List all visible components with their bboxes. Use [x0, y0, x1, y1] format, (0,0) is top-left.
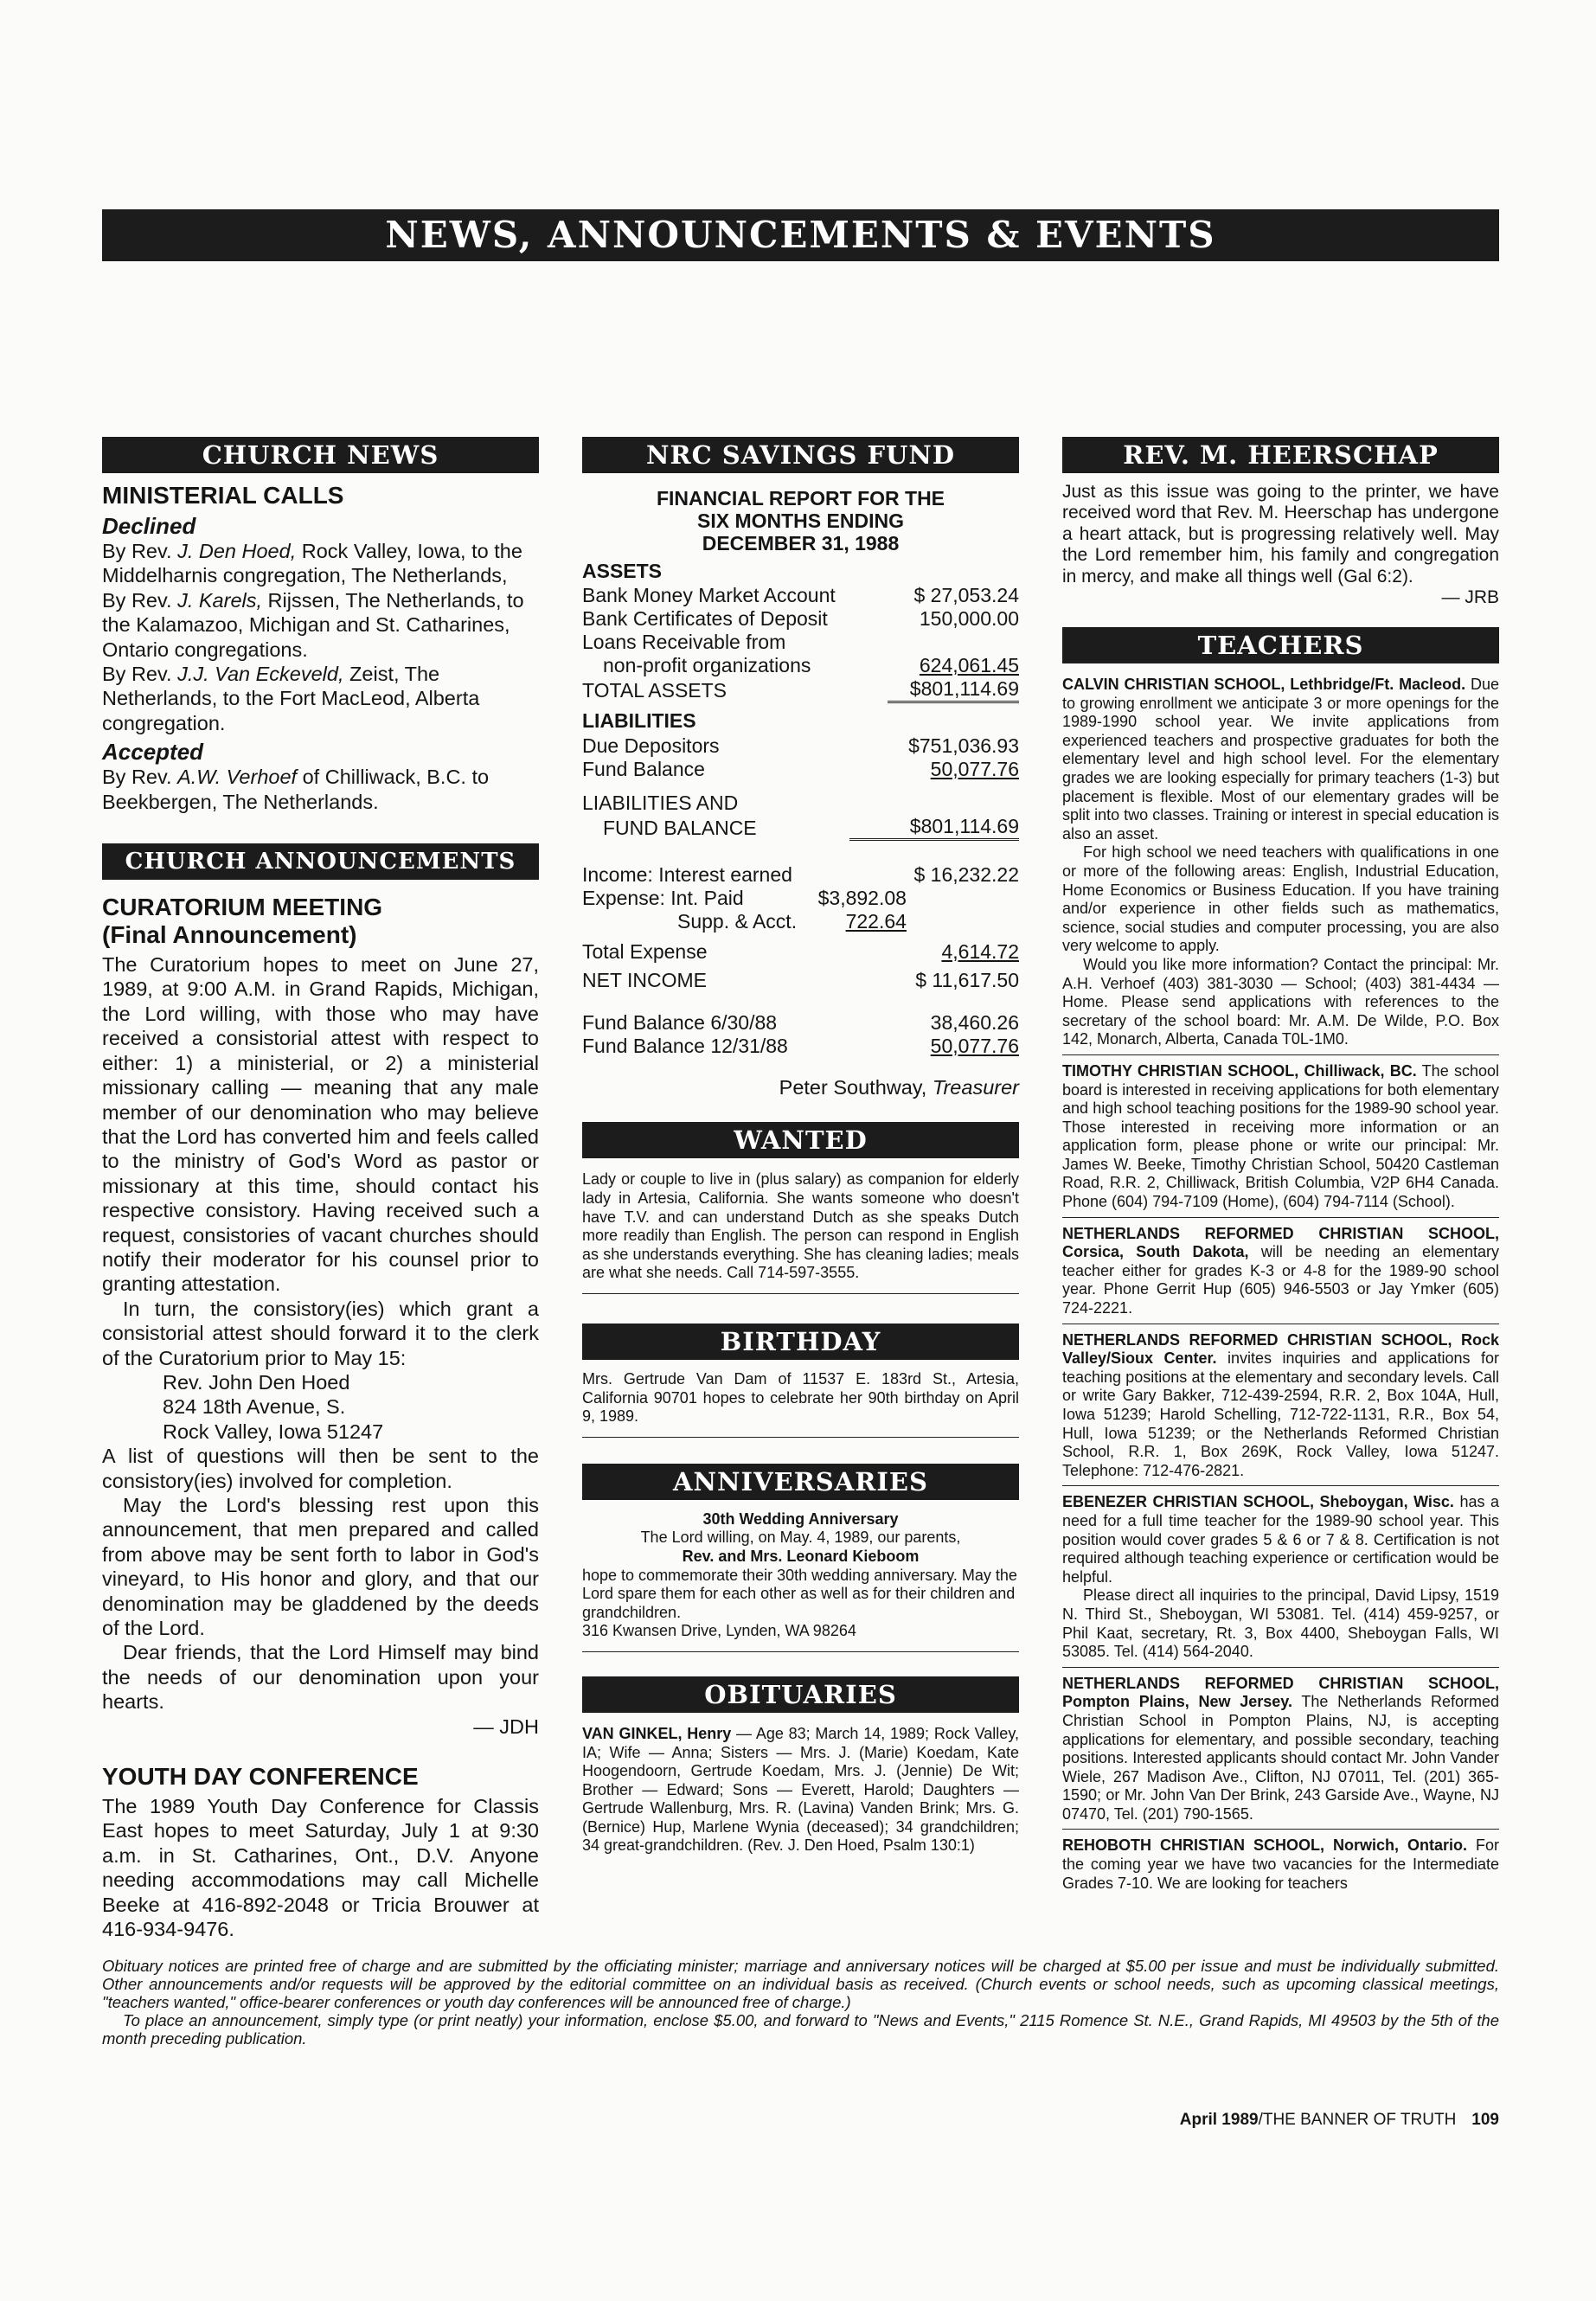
middle-column [582, 437, 1019, 1856]
curatorium-paragraph-4: May the Lord's blessing rest upon this announcement, that men prepared and called from above may be sent forth to labor in God's vineyard, to His honor and glory, and that our denomination may be gladdened by the deeds of the Lord. [102, 1494, 539, 1640]
declined-heading: Declined [102, 513, 196, 539]
table-row [582, 910, 1019, 933]
liabilities-heading: LIABILITIES [582, 709, 696, 732]
birthday-text: Mrs. Gertrude Van Dam of 11537 E. 183rd St., Artesia, California 90701 hopes to celebrate her 90th birthday on April 9, 1989. [582, 1369, 1019, 1426]
table-row [582, 631, 1019, 654]
row-amount: $ 11,617.50 [915, 969, 1019, 991]
right-column [1062, 437, 1499, 1893]
row-amount: $ 27,053.24 [913, 584, 1019, 606]
submission-notice [102, 1957, 1499, 2048]
row-label: Income: Interest earned [582, 863, 792, 886]
row-label: non-profit organizations [603, 654, 811, 676]
divider [1062, 1829, 1499, 1830]
heerschap-signature: — JRB [1441, 587, 1499, 608]
row-label: TOTAL ASSETS [582, 678, 727, 702]
wanted-text: Lady or couple to live in (plus salary) as companion for elderly lady in Artesia, California. She wants someone who doesn't have T.V. and can understand Dutch as she speaks Dutch more readily than English. The person can respond in English as she understands everything. She has cleaning ladies; meals are what she needs. Call 714-597-3555. [582, 1170, 1019, 1282]
table-row [582, 584, 1019, 607]
notice-paragraph-1: Obituary notices are printed free of charge and are submitted by the officiating minister; marriage and anniversary notices will be charged at $5.00 per issue and must be individually submitted. Other announcements and/or requests will be approved by the editorial committee on an individual basis as received. (Church events or school needs, such as upcoming classical meetings, "teachers wanted," office-bearer conferences or youth day conferences will be announced free of charge.) [102, 1957, 1499, 2011]
ministerial-calls-heading: MINISTERIAL CALLS [102, 482, 344, 509]
school-listing [1062, 676, 1499, 1049]
financial-report-title-1: FINANCIAL REPORT FOR THE [656, 487, 945, 510]
calvin-school-p2: For high school we need teachers with qualifications in one or more of the following areas: English, Industrial Education, Home Economics or Business Education. If you have training and/or experience in other fields such as mathematics, science, social studies and computer processing, you are also very welcome to apply. [1062, 843, 1499, 955]
obituary-text: VAN GINKEL, Henry — Age 83; March 14, 1989; Rock Valley, IA; Wife — Anna; Sisters — Mrs. J. (Marie) Koedam, Kate Hoogendoorn, Gertrude Koedam, Mrs. J. (Jennie) De Wit; Brother — Edward; Sons — Everett, Harold; Daughters — Gertrude Wallenburg, Mrs. R. (Lavina) Vanden Brink; Mrs. G. (Bernice) Hup, Marlene Wynia (deceased); 34 grandchildren; 34 great-grandchildren. (Rev. J. Den Hoed, Psalm 130:1) [582, 1724, 1019, 1855]
assets-table [582, 584, 1019, 703]
row-amount: $751,036.93 [908, 734, 1019, 757]
row-subamount: 722.64 [845, 910, 907, 933]
table-row [582, 815, 1019, 840]
row-label: Loans Receivable from [582, 631, 786, 653]
curatorium-address-line-2: 824 18th Avenue, S. [163, 1395, 346, 1419]
row-label: Total Expense [582, 940, 708, 963]
heerschap-header: REV. M. HEERSCHAP [1062, 437, 1499, 473]
financial-report-title-2: SIX MONTHS ENDING [697, 510, 904, 532]
row-label: Due Depositors [582, 734, 720, 757]
teachers-header: TEACHERS [1062, 627, 1499, 663]
rock-valley-school: NETHERLANDS REFORMED CHRISTIAN SCHOOL, Rock Valley/Sioux Center. invites inquiries and applications for teaching positions at the elementary and secondary levels. Call or write Gary Bakker, 712-439-2594, R.R. 2, Box 104A, Hull, Iowa 51239; Harold Schelling, 712-722-1131, R.R., Box 54, Hull, Iowa 51239; or the Netherlands Reformed Christian School, R.R. 1, Box 269K, Rock Valley, Iowa 51247. Telephone: 712-476-2821. [1062, 1330, 1499, 1479]
table-row [582, 1035, 1019, 1058]
curatorium-address-line-3: Rock Valley, Iowa 51247 [163, 1420, 384, 1443]
page-footer [1159, 2111, 1499, 2130]
curatorium-paragraph-1: The Curatorium hopes to meet on June 27, 1989, at 9:00 A.M. in Grand Rapids, Michigan, the Lord willing, with those who may have received a consistorial attest with respect to either: 1) a ministerial, or 2) a ministerial missionary calling — meaning that any male member of our denomination who may believe that the Lord has converted him and feels called to the ministry of God's Word as pastor or missionary at this time, should contact his respective consistory. Having received such a request, consistories of vacant churches should notify their moderator for his counsel prior to granting attestation. [102, 953, 539, 1296]
declined-call-1: By Rev. J. Den Hoed, Rock Valley, Iowa, to the Middelharnis congregation, The Netherlands, [102, 540, 522, 587]
calvin-school-p1: CALVIN CHRISTIAN SCHOOL, Lethbridge/Ft. Macleod. Due to growing enrollment we anticipate 3 or more openings for the 1989-1990 school year. We invite applications from experienced teachers and prospective graduates for both the elementary level and high school level. For the elementary grades we are looking especially for primary teachers (1-3) but placement is flexible. Most of our elementary grades will be split into two classes. Training or interest in special education is also an asset. [1062, 676, 1499, 843]
row-label: Fund Balance [582, 758, 705, 780]
anniversary-names: Rev. and Mrs. Leonard Kieboom [682, 1547, 920, 1565]
row-label: Bank Money Market Account [582, 584, 836, 606]
declined-call-3: By Rev. J.J. Van Eckeveld, Zeist, The Netherlands, to the Fort MacLeod, Alberta congregation. [102, 663, 480, 734]
row-amount: $801,114.69 [849, 815, 1019, 840]
row-amount: $ 16,232.22 [913, 863, 1019, 886]
anniversaries-header: ANNIVERSARIES [582, 1464, 1019, 1500]
birthday-header: BIRTHDAY [582, 1324, 1019, 1360]
issue-date: April 1989 [1179, 2111, 1259, 2129]
section-banner: NEWS, ANNOUNCEMENTS & EVENTS [102, 209, 1499, 261]
divider [582, 1437, 1019, 1438]
table-row [582, 933, 1019, 964]
curatorium-signature: — JDH [473, 1715, 539, 1738]
curatorium-paragraph-3: A list of questions will then be sent to the consistory(ies) involved for completion. [102, 1445, 539, 1492]
row-amount: 4,614.72 [941, 940, 1019, 963]
ebenezer-school-p2: Please direct all inquiries to the principal, David Lipsy, 1519 N. Third St., Sheboygan, WI 53081. Tel. (414) 459-9257, or Phil Kaat, secretary, Rt. 3, Box 4400, Sheboygan Falls, WI 53085. Tel. (414) 564-2040. [1062, 1586, 1499, 1661]
calvin-school-p3: Would you like more information? Contact the principal: Mr. A.H. Verhoef (403) 381-3030 — School; (403) 381-4434 — Home. Please send applications with references to the secretary of the school board: Mr. A.M. De Wilde, P.O. Box 142, Monarch, Alberta, Canada T0L-1M0. [1062, 955, 1499, 1048]
accepted-heading: Accepted [102, 739, 204, 766]
row-amount: 624,061.45 [919, 654, 1019, 676]
table-row [582, 607, 1019, 631]
left-column [102, 437, 539, 1942]
row-amount: 38,460.26 [930, 1011, 1019, 1034]
treasurer-signature: Peter Southway, Treasurer [779, 1076, 1019, 1099]
youth-day-text: The 1989 Youth Day Conference for Classis East hopes to meet Saturday, July 1 at 9:30 a.m. in St. Catharines, Ont., D.V. Anyone needing accommodations may call Michelle Beeke at 416-892-2048 or Tricia Brouwer at 416-934-9476. [102, 1795, 539, 1941]
row-amount: 50,077.76 [930, 758, 1019, 780]
youth-day-title: YOUTH DAY CONFERENCE [102, 1763, 419, 1791]
row-label: FUND BALANCE [603, 816, 757, 839]
notice-paragraph-2: To place an announcement, simply type (or print neatly) your information, enclose $5.00, and forward to "News and Events," 2115 Romence St. N.E., Grand Rapids, MI 49503 by the 5th of the month preceding publication. [102, 2011, 1499, 2048]
row-subamount: $3,892.08 [817, 887, 907, 909]
journal-name: /THE BANNER OF TRUTH [1258, 2111, 1457, 2129]
table-row [582, 964, 1019, 992]
declined-call-2: By Rev. J. Karels, Rijssen, The Netherlands, to the Kalamazoo, Michigan and St. Catharines, Ontario congregations. [102, 588, 524, 661]
curatorium-subtitle: (Final Announcement) [102, 921, 357, 949]
curatorium-paragraph-2: In turn, the consistory(ies) which grant a consistorial attest should forward it to the clerk of the Curatorium prior to May 15: [102, 1297, 539, 1369]
church-news-header: CHURCH NEWS [102, 437, 539, 473]
page-number: 109 [1471, 2111, 1499, 2129]
table-row [582, 654, 1019, 677]
liabilities-table [582, 734, 1019, 841]
table-row [582, 734, 1019, 758]
rehoboth-school: REHOBOTH CHRISTIAN SCHOOL, Norwich, Ontario. For the coming year we have two vacancies for the Intermediate Grades 7-10. We are looking for teachers [1062, 1836, 1499, 1892]
divider [582, 1293, 1019, 1294]
savings-fund-header: NRC SAVINGS FUND [582, 437, 1019, 473]
pompton-school: NETHERLANDS REFORMED CHRISTIAN SCHOOL, Pompton Plains, New Jersey. The Netherlands Reformed Christian School in Pompton Plains, NJ, is accepting applications for elementary, and possible secondary, teaching positions. Interested applicants should contact Mr. John Vander Wiele, 267 Madison Ave., Clifton, NJ 07011, Tel. (201) 365-1590; or Mr. John Van Der Brink, 243 Garside Ave., Wayne, NJ 07470, Tel. (201) 790-1565. [1062, 1674, 1499, 1823]
assets-heading: ASSETS [582, 560, 663, 582]
divider [1062, 1217, 1499, 1218]
divider [582, 1651, 1019, 1652]
row-amount: 50,077.76 [930, 1035, 1019, 1057]
divider [1062, 1667, 1499, 1668]
divider [1062, 1054, 1499, 1055]
table-row [582, 758, 1019, 781]
table-row [582, 992, 1019, 1035]
table-row [582, 863, 1019, 887]
obituaries-header: OBITUARIES [582, 1676, 1019, 1713]
ebenezer-school-p1: EBENEZER CHRISTIAN SCHOOL, Sheboygan, Wisc. has a need for a full time teacher for the 1989-90 school year. This position would cover grades 5 & 6 or 7 & 8. Certification is not required although teaching experience or certification would be helpful. [1062, 1493, 1499, 1586]
row-amount: 150,000.00 [919, 607, 1019, 630]
heerschap-text: Just as this issue was going to the printer, we have received word that Rev. M. Heerschap has undergone a heart attack, but is progressing relatively well. May the Lord remember him, his family and congregation in mercy, and make all things well (Gal 6:2). [1062, 482, 1499, 586]
corsica-school: NETHERLANDS REFORMED CHRISTIAN SCHOOL, Corsica, South Dakota, will be needing an elementary teacher either for grades K-3 or 4-8 for the 1989-90 school year. Phone Gerrit Hup (605) 946-5503 or Jay Ymker (605) 724-2221. [1062, 1224, 1499, 1317]
row-label: Expense: Int. Paid [582, 887, 744, 909]
row-label: Supp. & Acct. [677, 910, 798, 933]
row-label: LIABILITIES AND [582, 792, 739, 814]
curatorium-paragraph-5: Dear friends, that the Lord Himself may bind the needs of our denomination upon your hearts. [102, 1641, 539, 1714]
anniversary-title: 30th Wedding Anniversary [702, 1509, 899, 1528]
anniversary-text: hope to commemorate their 30th wedding anniversary. May the Lord spare them for each other as well as for their children and grandchildren. [582, 1566, 1017, 1621]
curatorium-address-line-1: Rev. John Den Hoed [163, 1370, 350, 1394]
wanted-header: WANTED [582, 1122, 1019, 1158]
church-announcements-header: CHURCH ANNOUNCEMENTS [102, 843, 539, 880]
table-row [582, 781, 1019, 815]
row-amount: $801,114.69 [888, 677, 1019, 702]
row-label: NET INCOME [582, 969, 707, 991]
table-row [582, 887, 1019, 910]
row-label: Fund Balance 6/30/88 [582, 1011, 778, 1034]
anniversary-line-1: The Lord willing, on May. 4, 1989, our parents, [640, 1529, 961, 1547]
curatorium-title: CURATORIUM MEETING [102, 894, 383, 921]
table-row [582, 677, 1019, 702]
financial-report-title-3: DECEMBER 31, 1988 [702, 532, 900, 554]
timothy-school: TIMOTHY CHRISTIAN SCHOOL, Chilliwack, BC. The school board is interested in receiving applications for both elementary and high school teaching positions for the 1989-90 school year. Those interested in receiving more information or an application form, please phone or write our principal: Mr. James W. Beeke, Timothy Christian School, 50420 Castleman Road, R.R. 2, Chilliwack, British Columbia, V2P 6H4 Canada. Phone (604) 794-7109 (Home), (604) 794-7114 (School). [1062, 1061, 1499, 1211]
income-table [582, 863, 1019, 1058]
anniversary-address: 316 Kwansen Drive, Lynden, WA 98264 [582, 1622, 856, 1640]
row-label: Fund Balance 12/31/88 [582, 1035, 788, 1057]
row-label: Bank Certificates of Deposit [582, 607, 828, 630]
divider [1062, 1485, 1499, 1486]
accepted-call-1: By Rev. A.W. Verhoef of Chilliwack, B.C. to Beekbergen, The Netherlands. [102, 766, 490, 813]
